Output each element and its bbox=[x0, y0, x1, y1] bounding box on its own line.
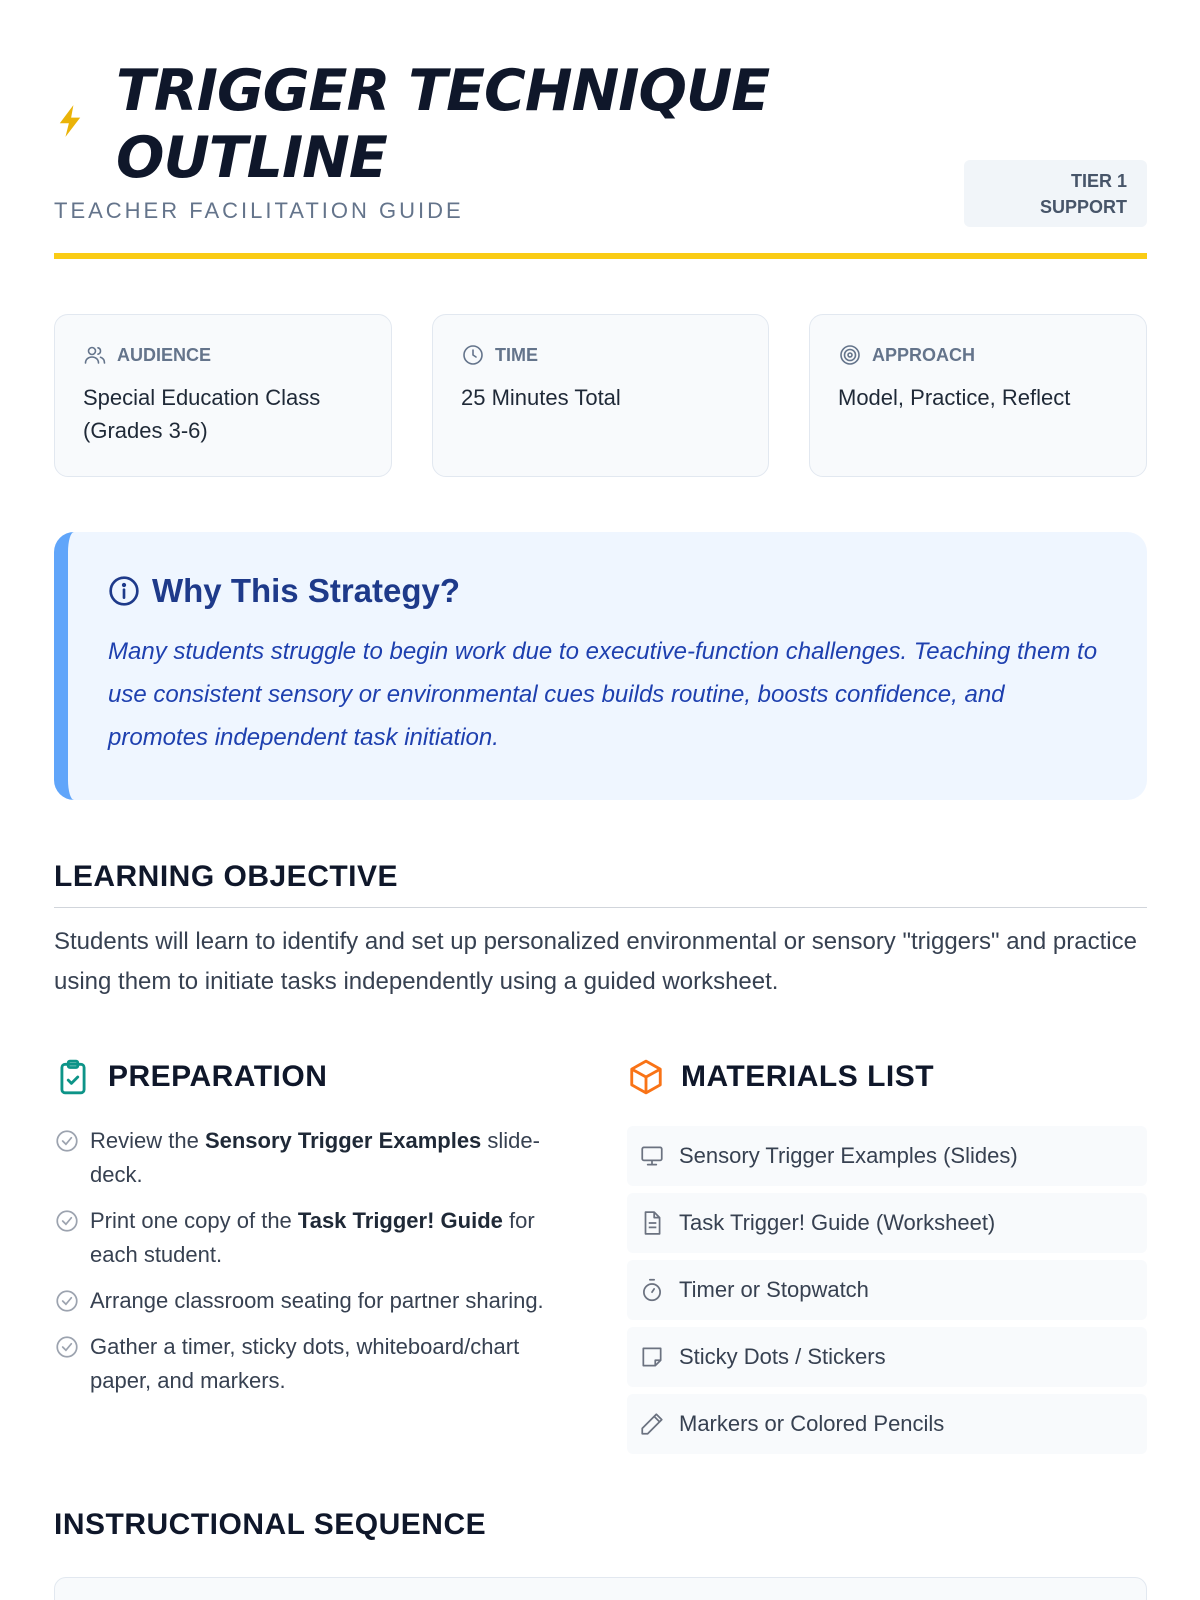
material-item bbox=[627, 1126, 1147, 1186]
check-circle-icon bbox=[54, 1128, 80, 1154]
material-item-label: Timer or Stopwatch bbox=[679, 1277, 869, 1302]
stopwatch-icon bbox=[639, 1277, 665, 1303]
objective-divider bbox=[54, 907, 1147, 908]
target-icon bbox=[838, 343, 862, 367]
why-strategy-title bbox=[108, 572, 1107, 610]
preparation-heading-text: PREPARATION bbox=[108, 1060, 328, 1093]
clock-icon bbox=[461, 343, 485, 367]
time-label-text: TIME bbox=[495, 344, 538, 365]
preparation-item-text: Review the Sensory Trigger Examples slide-deck. bbox=[90, 1128, 540, 1187]
preparation-item bbox=[54, 1204, 574, 1272]
audience-card-label bbox=[83, 343, 363, 367]
preparation-heading bbox=[54, 1058, 574, 1096]
tier-badge-line-2: SUPPORT bbox=[1039, 197, 1127, 217]
preparation-item bbox=[54, 1330, 574, 1398]
page-title bbox=[116, 58, 769, 192]
material-item bbox=[627, 1327, 1147, 1387]
check-circle-icon bbox=[54, 1208, 80, 1234]
box-icon bbox=[627, 1058, 665, 1096]
preparation-list bbox=[54, 1124, 574, 1398]
approach-value: Model, Practice, Reflect bbox=[838, 385, 1071, 410]
tier-badge-line-1: TIER 1 bbox=[1070, 171, 1127, 191]
approach-card bbox=[809, 314, 1147, 477]
tier-badge bbox=[964, 160, 1147, 227]
why-strategy-callout bbox=[54, 532, 1147, 800]
instructional-sequence-heading: INSTRUCTIONAL SEQUENCE bbox=[54, 1508, 487, 1541]
page-title-line-1: TRIGGER TECHNIQUE bbox=[116, 58, 770, 124]
materials-list bbox=[627, 1126, 1147, 1454]
approach-label-text: APPROACH bbox=[872, 344, 976, 365]
learning-objective-heading: LEARNING OBJECTIVE bbox=[54, 860, 399, 893]
why-strategy-title-text: Why This Strategy? bbox=[152, 572, 461, 609]
page bbox=[54, 0, 1147, 1541]
header-divider bbox=[54, 253, 1147, 259]
audience-value: Special Education Class (Grades 3-6) bbox=[83, 385, 321, 443]
materials-section bbox=[627, 1058, 1147, 1461]
check-circle-icon bbox=[54, 1288, 80, 1314]
preparation-item bbox=[54, 1124, 574, 1192]
monitor-icon bbox=[639, 1143, 665, 1169]
material-item-label: Markers or Colored Pencils bbox=[679, 1411, 945, 1436]
audience-label-text: AUDIENCE bbox=[117, 344, 212, 365]
time-value: 25 Minutes Total bbox=[461, 385, 621, 410]
preparation-item-text: Gather a timer, sticky dots, whiteboard/chart paper, and markers. bbox=[90, 1334, 520, 1393]
materials-heading bbox=[627, 1058, 1147, 1096]
time-card-label bbox=[461, 343, 740, 367]
material-item-label: Sticky Dots / Stickers bbox=[679, 1344, 886, 1369]
page-title-line-2: OUTLINE bbox=[116, 125, 387, 191]
document-icon bbox=[639, 1210, 665, 1236]
audience-card bbox=[54, 314, 392, 477]
preparation-item-text: Arrange classroom seating for partner sharing. bbox=[90, 1288, 544, 1313]
lightning-bolt-icon bbox=[56, 104, 84, 138]
material-item bbox=[627, 1193, 1147, 1253]
material-item-label: Task Trigger! Guide (Worksheet) bbox=[679, 1210, 996, 1235]
check-circle-icon bbox=[54, 1334, 80, 1360]
material-item bbox=[627, 1394, 1147, 1454]
info-icon bbox=[108, 575, 140, 607]
why-strategy-text: Many students struggle to begin work due to executive-function challenges. Teaching them to use consistent sensory or environmental cues builds routine, boosts confidence, and promotes independent task initiation. bbox=[108, 638, 1098, 751]
info-cards bbox=[54, 314, 1147, 477]
preparation-item-text: Print one copy of the Task Trigger! Guide for each student. bbox=[90, 1208, 535, 1267]
materials-heading-text: MATERIALS LIST bbox=[681, 1060, 935, 1093]
clipboard-check-icon bbox=[54, 1058, 92, 1096]
approach-card-label bbox=[838, 343, 1118, 367]
learning-objective-text: Students will learn to identify and set up personalized environmental or sensory "triggers" and practice using them to initiate tasks independently using a guided worksheet. bbox=[54, 928, 1137, 995]
instructional-sequence-panel bbox=[54, 1577, 1147, 1600]
time-card bbox=[432, 314, 769, 477]
page-subtitle: TEACHER FACILITATION GUIDE bbox=[54, 198, 464, 223]
material-item bbox=[627, 1260, 1147, 1320]
preparation-section bbox=[54, 1058, 574, 1410]
material-item-label: Sensory Trigger Examples (Slides) bbox=[679, 1143, 1018, 1168]
preparation-item bbox=[54, 1284, 574, 1318]
header bbox=[54, 0, 1147, 262]
sticky-note-icon bbox=[639, 1344, 665, 1370]
pencil-icon bbox=[639, 1411, 665, 1437]
users-icon bbox=[83, 343, 107, 367]
